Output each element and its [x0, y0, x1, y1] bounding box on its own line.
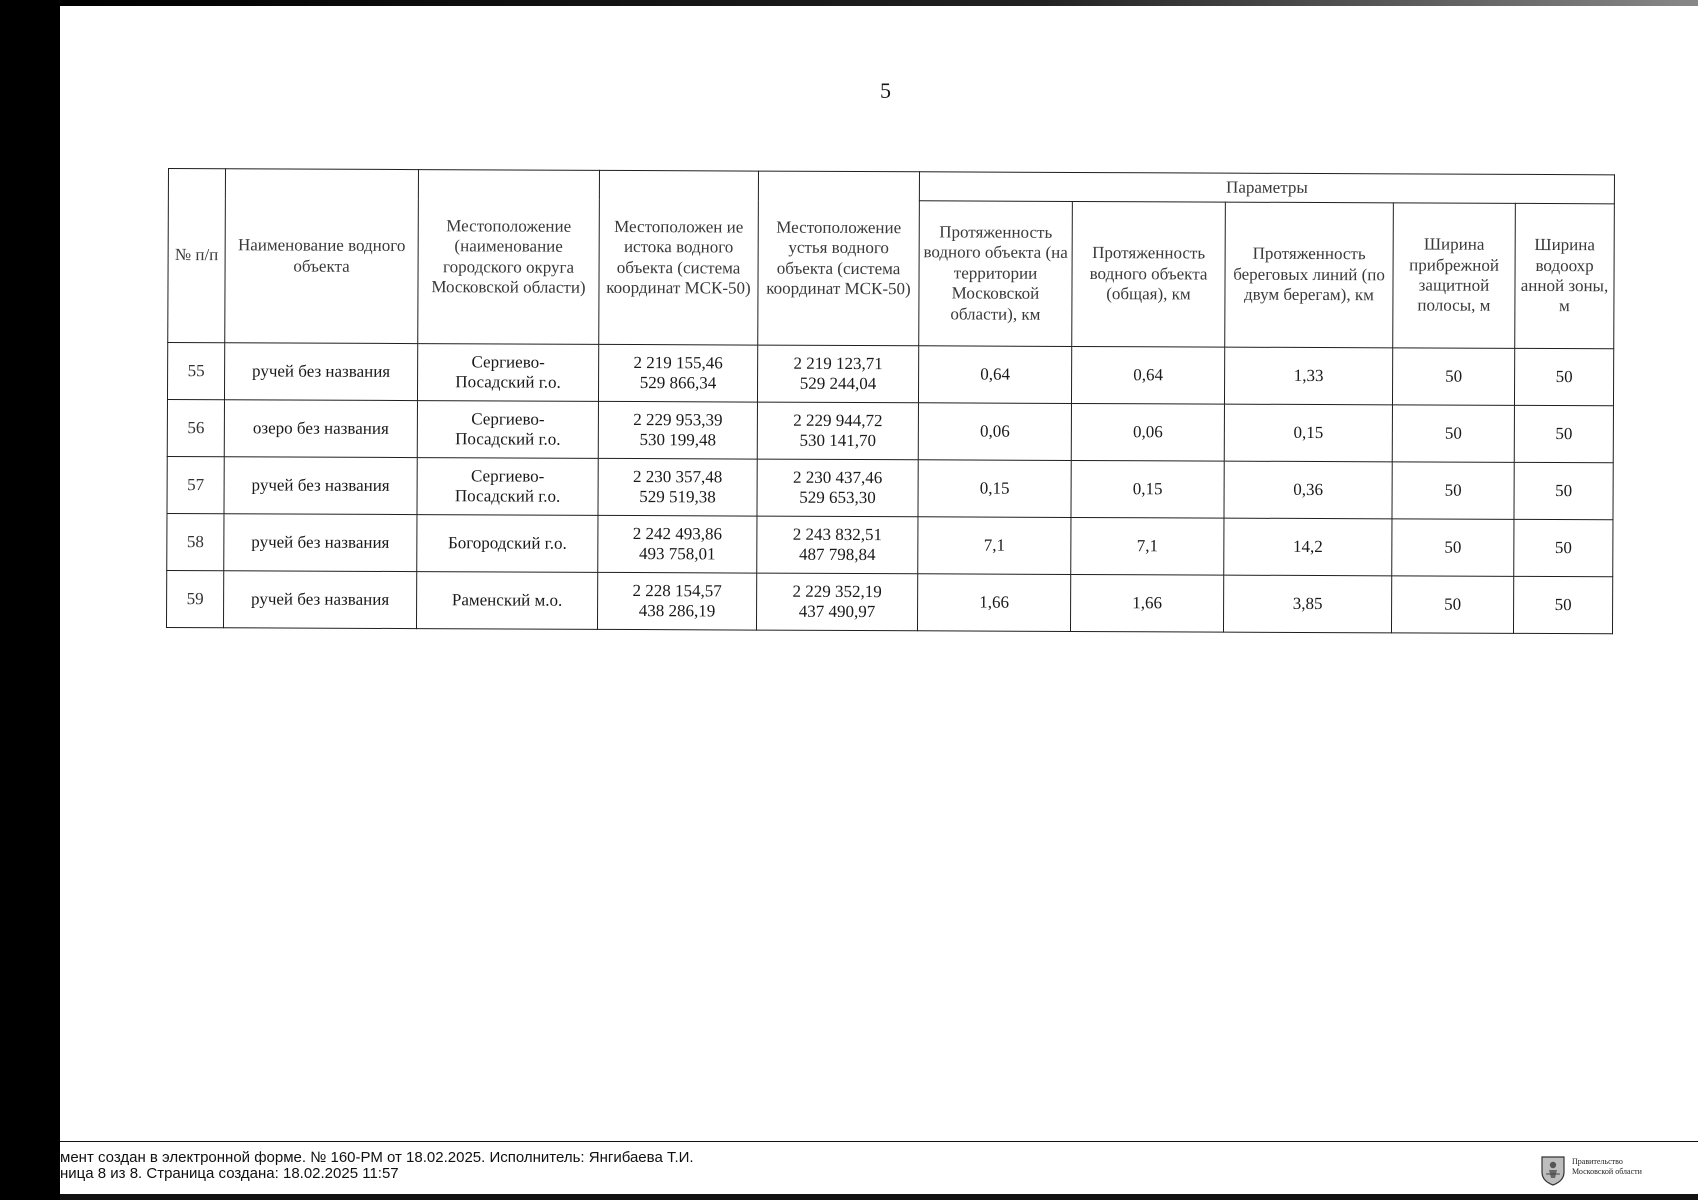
cell-length-mo: 0,06 [918, 403, 1071, 461]
government-logo [1540, 1154, 1690, 1188]
cell-mouth: 2 243 832,51 487 798,84 [757, 516, 918, 574]
header-length-mo: Протяженность водного объекта (на территории Московской области), км [919, 201, 1073, 347]
cell-location: Сергиево- Посадский г.о. [417, 458, 598, 516]
cell-water-zone: 50 [1513, 576, 1612, 633]
logo-line-2: Московской области [1572, 1167, 1642, 1176]
cell-length-mo: 0,64 [918, 346, 1071, 404]
logo-text [1572, 1157, 1642, 1177]
cell-coastal-strip: 50 [1392, 462, 1514, 520]
cell-length-mo: 0,15 [918, 460, 1071, 518]
cell-coastal-strip: 50 [1392, 405, 1514, 463]
table-row [167, 456, 1613, 519]
header-length-total: Протяженность водного объекта (общая), км [1072, 201, 1226, 347]
page-number: 5 [880, 78, 891, 103]
cell-length-total: 0,64 [1071, 346, 1224, 404]
cell-num: 57 [167, 456, 224, 513]
cell-num: 56 [167, 399, 224, 456]
cell-length-mo: 7,1 [918, 517, 1071, 575]
cell-location: Богородский г.о. [417, 515, 598, 573]
cell-name: ручей без названия [223, 571, 416, 629]
cell-name: ручей без названия [224, 514, 417, 572]
table-row [166, 570, 1612, 633]
cell-water-zone: 50 [1514, 405, 1613, 462]
header-mouth: Местоположение устья водного объекта (система координат МСК-50) [758, 171, 920, 346]
document-footer [60, 1141, 1698, 1195]
cell-name: озеро без названия [224, 400, 417, 458]
cell-num: 58 [167, 513, 224, 570]
header-name: Наименование водного объекта [225, 169, 419, 344]
cell-source: 2 242 493,86 493 758,01 [598, 515, 757, 573]
cell-water-zone: 50 [1514, 348, 1613, 405]
cell-num: 59 [166, 570, 223, 627]
header-coastal-strip: Ширина прибрежной защитной полосы, м [1393, 203, 1516, 349]
cell-shore-length: 1,33 [1224, 347, 1392, 405]
cell-water-zone: 50 [1514, 462, 1613, 519]
table-header [168, 169, 1615, 349]
table-body [166, 343, 1613, 634]
cell-shore-length: 14,2 [1224, 518, 1392, 576]
logo-line-1: Правительство [1572, 1157, 1623, 1166]
cell-location: Раменский м.о. [416, 572, 597, 630]
cell-coastal-strip: 50 [1391, 576, 1513, 634]
cell-mouth: 2 219 123,71 529 244,04 [757, 345, 918, 403]
footer-text [60, 1150, 694, 1182]
cell-water-zone: 50 [1514, 519, 1613, 576]
cell-length-total: 0,06 [1071, 403, 1224, 461]
cell-length-total: 7,1 [1071, 517, 1224, 575]
scan-border-left [0, 0, 60, 1200]
cell-shore-length: 0,15 [1224, 404, 1392, 462]
cell-mouth: 2 229 944,72 530 141,70 [757, 402, 918, 460]
header-num: № п/п [168, 169, 226, 343]
water-objects-table [166, 168, 1615, 634]
cell-length-total: 0,15 [1071, 460, 1224, 518]
cell-num: 55 [167, 343, 224, 400]
cell-location: Сергиево- Посадский г.о. [417, 344, 598, 402]
cell-source: 2 230 357,48 529 519,38 [598, 458, 757, 516]
cell-name: ручей без названия [224, 343, 417, 401]
header-params: Параметры [919, 172, 1614, 204]
cell-shore-length: 0,36 [1224, 461, 1392, 519]
table-row [167, 399, 1613, 462]
footer-line-document: мент создан в электронной форме. № 160-РМ от 18.02.2025. Исполнитель: Янгибаева Т.И. [60, 1149, 694, 1166]
header-shore-length: Протяженность береговых линий (по двум берегам), км [1225, 202, 1394, 348]
cell-length-total: 1,66 [1070, 574, 1223, 632]
cell-name: ручей без названия [224, 457, 417, 515]
cell-source: 2 228 154,57 438 286,19 [597, 572, 756, 630]
cell-coastal-strip: 50 [1392, 348, 1514, 406]
cell-source: 2 229 953,39 530 199,48 [598, 401, 757, 459]
table-row [167, 343, 1613, 406]
coat-of-arms-icon [1540, 1154, 1566, 1186]
cell-shore-length: 3,85 [1223, 575, 1391, 633]
header-water-zone: Ширина водоохр анной зоны, м [1515, 203, 1615, 348]
header-location: Местоположение (наименование городского округа Московской области) [418, 170, 600, 345]
cell-mouth: 2 229 352,19 437 490,97 [756, 573, 917, 631]
scan-border-top [60, 0, 1698, 6]
header-source: Местоположен ие истока водного объекта (система координат МСК-50) [599, 170, 759, 345]
cell-coastal-strip: 50 [1392, 519, 1514, 577]
cell-length-mo: 1,66 [917, 574, 1070, 632]
footer-line-page: ница 8 из 8. Страница создана: 18.02.2025 11:57 [60, 1165, 399, 1182]
cell-mouth: 2 230 437,46 529 653,30 [757, 459, 918, 517]
table-row [167, 513, 1613, 576]
cell-source: 2 219 155,46 529 866,34 [598, 344, 757, 402]
cell-location: Сергиево- Посадский г.о. [417, 401, 598, 459]
